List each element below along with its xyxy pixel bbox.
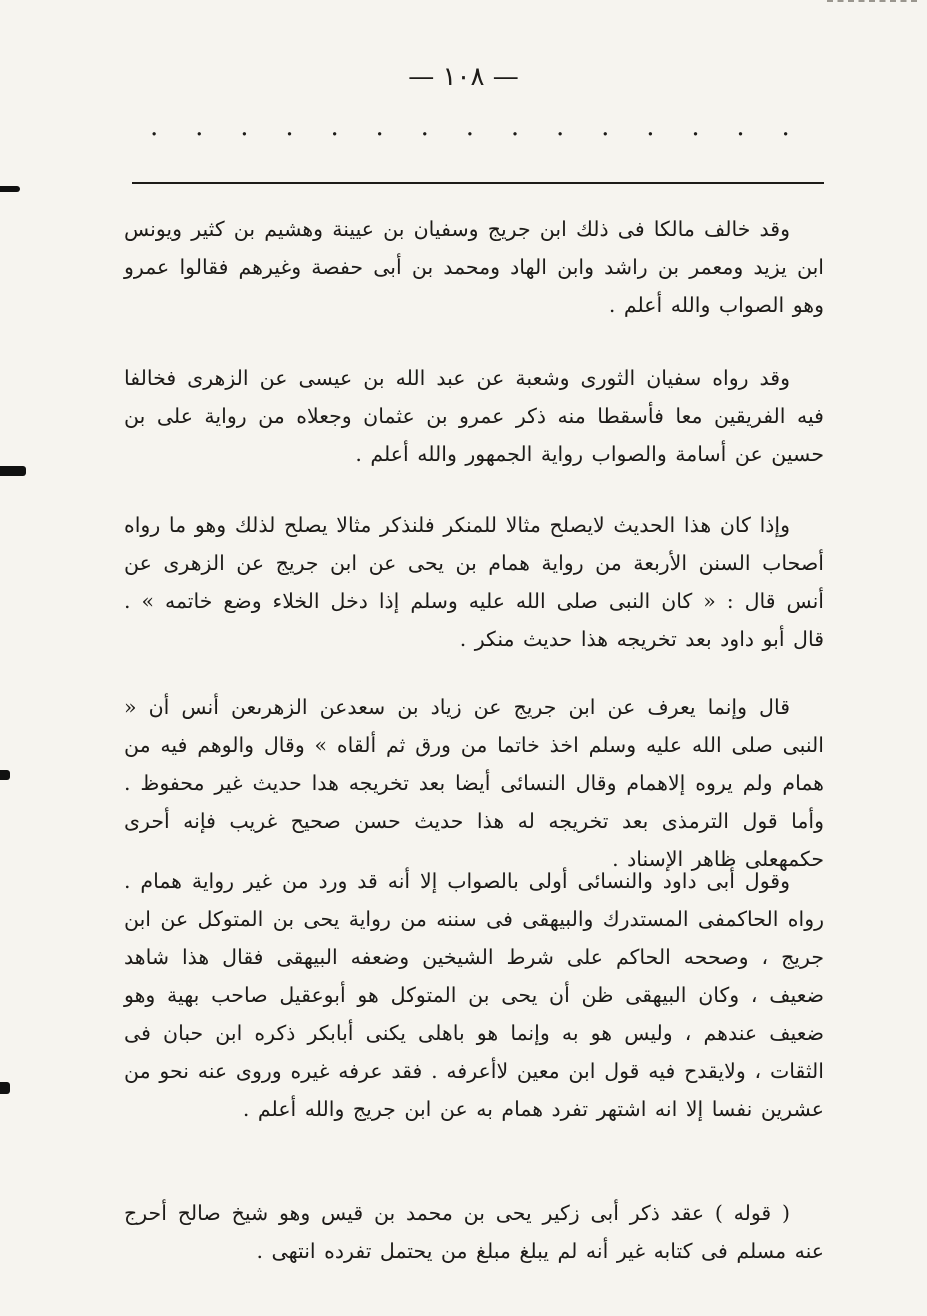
top-edge-dashes bbox=[827, 0, 917, 8]
paragraph-text: ( قوله ) عقد ذكر أبى زكير يحى بن محمد بن قيس وهو شيخ صالح أحرج عنه مسلم فى كتابه غير أنه لم يبلغ مبلغ من يحتمل تفرده انتهى . bbox=[124, 1201, 824, 1263]
paragraph bbox=[124, 1194, 824, 1270]
separator-dot: . bbox=[646, 112, 655, 142]
paragraph-text: قال وإنما يعرف عن ابن جريج عن زياد بن سعدعن الزهرىعن أنس أن « النبى صلى الله عليه وسلم اخذ خاتما من ورق ثم ألقاه » وقال والوهم فيه من همام ولم يروه إلاهمام وقال النسائى أيضا بعد تخريجه هدا حديث غير محفوظ . وأما قول الترمذى بعد تخريجه له هذا حديث حسن صحيح غريب فإنه أحرى حكمهعلى ظاهر الإسناد . bbox=[124, 695, 824, 871]
separator-dot: . bbox=[420, 112, 429, 142]
separator-dot: . bbox=[195, 112, 204, 142]
separator-dot: . bbox=[510, 112, 520, 142]
paragraph bbox=[124, 862, 824, 1128]
separator-dot: . bbox=[285, 112, 294, 142]
paragraph bbox=[124, 506, 824, 658]
paragraph bbox=[124, 688, 824, 878]
dotted-separator bbox=[150, 114, 790, 140]
header-rule bbox=[132, 182, 824, 184]
separator-dot: . bbox=[781, 112, 790, 142]
binding-mark bbox=[0, 466, 26, 476]
binding-mark bbox=[0, 770, 10, 780]
paragraph-text: وإذا كان هذا الحديث لايصلح مثالا للمنكر فلنذكر مثالا يصلح لذلك وهو ما رواه أصحاب السنن الأربعة من رواية همام بن يحى عن ابن جريج عن الزهرى عن أنس قال : « كان النبى صلى الله عليه وسلم إذا دخل الخلاء وضع خاتمه » . قال أبو داود بعد تخريجه هذا حديث منكر . bbox=[124, 513, 824, 651]
paragraph bbox=[124, 359, 824, 473]
separator-dot: . bbox=[736, 112, 745, 142]
paragraph-text: وقول أبى داود والنسائى أولى بالصواب إلا أنه قد ورد من غير رواية همام . رواه الحاكمفى المستدرك والبيهقى فى سننه من رواية يحى بن المتوكل عن ابن جريج ، وصححه الحاكم على شرط الشيخين وضعفه البيهقى فقال هذا شاهد ضعيف ، وكان البيهقى ظن أن يحى بن المتوكل هو أبوعقيل صاحب بهية وهو ضعيف عندهم ، وليس هو به وإنما هو باهلى يكنى أبابكر ذكره ابن حبان فى الثقات ، ولايقدح فيه قول ابن معين لاأعرفه . فقد عرفه غيره وروى عنه نحو من عشرين نفسا إلا انه اشتهر تفرد همام به عن ابن جريج والله أعلم . bbox=[124, 869, 824, 1121]
separator-dot: . bbox=[330, 112, 339, 142]
separator-dot: . bbox=[555, 112, 565, 142]
paragraph-text: وقد خالف مالكا فى ذلك ابن جريج وسفيان بن عيينة وهشيم بن كثير ويونس ابن يزيد ومعمر بن راشد وابن الهاد ومحمد بن أبى حفصة وغيرهم فقالوا عمرو وهو الصواب والله أعلم . bbox=[124, 217, 824, 317]
separator-dot: . bbox=[150, 112, 159, 142]
binding-mark bbox=[0, 1082, 10, 1094]
separator-dot: . bbox=[691, 112, 700, 142]
page-number: — ١٠٨ — bbox=[408, 62, 519, 92]
binding-mark bbox=[0, 186, 20, 192]
separator-dot: . bbox=[465, 112, 475, 142]
paragraph-text: وقد رواه سفيان الثورى وشعبة عن عبد الله بن عيسى عن الزهرى فخالفا فيه الفريقين معا فأسقطا منه ذكر عمرو بن عثمان وجعلاه من رواية على بن حسين عن أسامة والصواب رواية الجمهور والله أعلم . bbox=[124, 366, 824, 466]
separator-dot: . bbox=[240, 112, 249, 142]
separator-dot: . bbox=[375, 112, 384, 142]
paragraph bbox=[124, 210, 824, 324]
separator-dot: . bbox=[601, 112, 610, 142]
